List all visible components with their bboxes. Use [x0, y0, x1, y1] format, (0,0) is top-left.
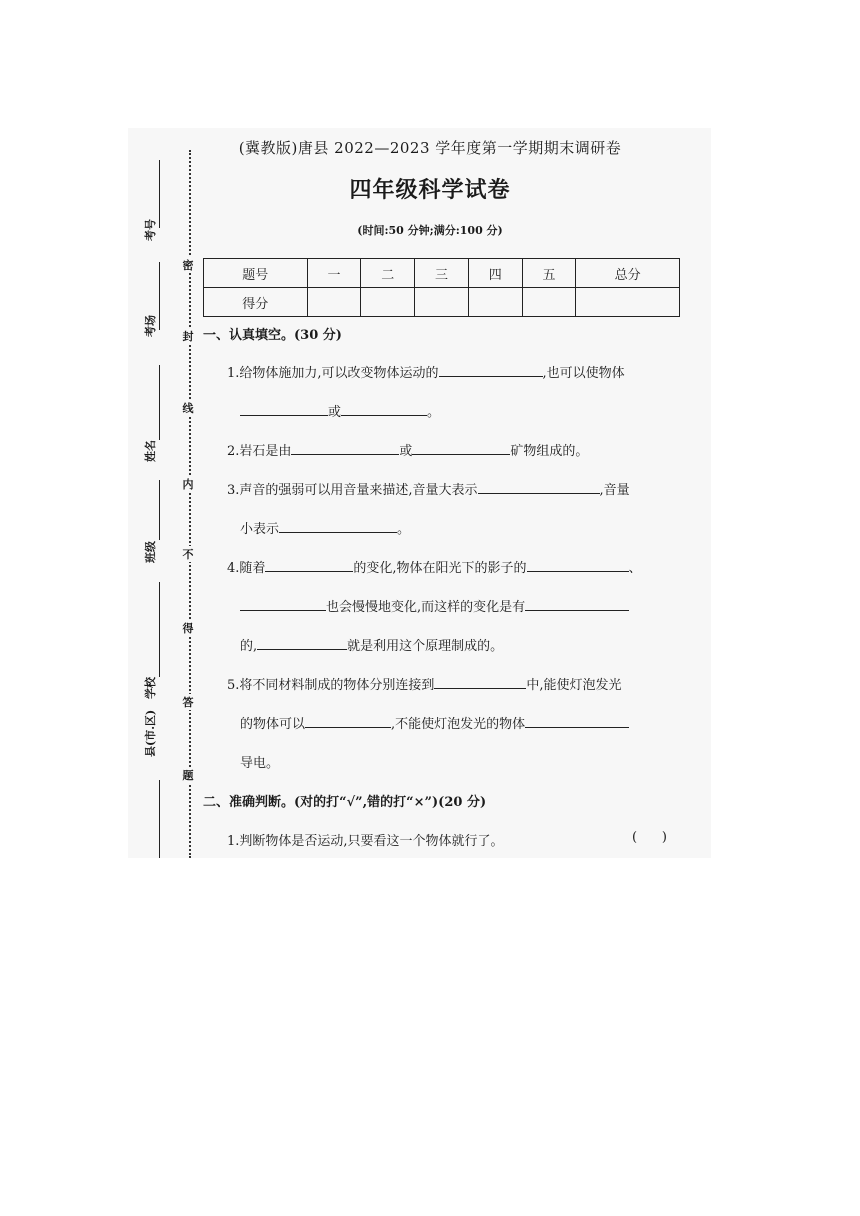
exam-title: 四年级科学试卷	[349, 178, 511, 203]
answer-blank[interactable]	[305, 715, 391, 728]
answer-parentheses[interactable]: ( )	[632, 830, 667, 845]
question-text: 、	[628, 561, 642, 576]
question-text: 3.声音的强弱可以用音量来描述,音量大表示	[227, 483, 478, 498]
answer-blank[interactable]	[478, 481, 600, 494]
table-row	[204, 259, 680, 288]
seal-char: 答	[182, 696, 194, 709]
field-exam-room: 考场	[144, 315, 157, 337]
row-label-question: 题号	[204, 259, 308, 288]
seal-char: 线	[182, 402, 194, 415]
question-text: 5.将不同材料制成的物体分别连接到	[227, 678, 435, 693]
score-cell[interactable]	[361, 288, 415, 317]
question-text: ,也可以使物体	[542, 366, 625, 381]
question-text: 就是利用这个原理制成的。	[347, 639, 504, 654]
column-header: 四	[468, 259, 522, 288]
answer-blank[interactable]	[257, 637, 347, 650]
row-label-score: 得分	[204, 288, 308, 317]
column-header: 一	[307, 259, 361, 288]
seal-char: 题	[182, 769, 194, 782]
question-text: 的,	[240, 639, 258, 654]
question-text: 或	[328, 405, 342, 420]
county-line	[159, 780, 160, 858]
question-text: 矿物组成的。	[510, 444, 589, 459]
section-heading: 一、认真填空。(30 分)	[203, 328, 342, 343]
answer-blank[interactable]	[279, 520, 397, 533]
school-line	[159, 582, 160, 677]
exam-supertitle: (冀教版)唐县 2022—2023 学年度第一学期期末调研卷	[238, 139, 622, 157]
question-text: 或	[399, 444, 413, 459]
seal-char: 不	[182, 548, 194, 561]
question-1-line-1	[227, 362, 625, 381]
question-text: 中,能使灯泡发光	[526, 678, 622, 693]
question-text: 的物体可以	[240, 717, 306, 732]
question-text: 2.岩石是由	[227, 444, 292, 459]
answer-blank[interactable]	[412, 442, 510, 455]
name-line	[159, 365, 160, 440]
column-header: 三	[415, 259, 469, 288]
question-text: ,不能使灯泡发光的物体	[391, 717, 526, 732]
question-text: ,音量	[599, 483, 630, 498]
seal-char: 内	[182, 478, 194, 491]
field-county	[142, 743, 158, 757]
section-heading: 二、准确判断。(对的打“√”,错的打“×”)(20 分)	[203, 795, 487, 810]
score-cell[interactable]	[522, 288, 576, 317]
question-5-line-1	[227, 674, 622, 693]
seal-char: 封	[182, 330, 194, 343]
column-header: 二	[361, 259, 415, 288]
answer-blank[interactable]	[240, 403, 328, 416]
answer-blank[interactable]	[525, 598, 629, 611]
column-header: 总分	[576, 259, 680, 288]
column-header: 五	[522, 259, 576, 288]
judgement-question-1: 1.判断物体是否运动,只要看这一个物体就行了。	[227, 834, 504, 849]
question-1-line-2	[240, 401, 440, 420]
answer-blank[interactable]	[527, 559, 629, 572]
score-cell[interactable]	[307, 288, 361, 317]
class-line	[159, 480, 160, 540]
question-2	[227, 440, 588, 459]
answer-blank[interactable]	[265, 559, 353, 572]
question-text: 1.给物体施加力,可以改变物体运动的	[227, 366, 439, 381]
question-3-line-2	[240, 518, 410, 537]
score-cell[interactable]	[576, 288, 680, 317]
question-3-line-1	[227, 479, 630, 498]
score-cell[interactable]	[468, 288, 522, 317]
field-exam-number: 考号	[144, 219, 157, 241]
question-4-line-1	[227, 557, 642, 576]
question-text: 也会慢慢地变化,而这样的变化是有	[326, 600, 526, 615]
question-text: 。	[427, 405, 441, 420]
seal-char: 密	[182, 259, 194, 272]
score-cell[interactable]	[415, 288, 469, 317]
answer-blank[interactable]	[525, 715, 629, 728]
answer-blank[interactable]	[240, 598, 326, 611]
exam-room-line	[159, 262, 160, 330]
question-5-line-3	[240, 752, 279, 771]
question-text: 4.随着	[227, 561, 266, 576]
question-text: 。	[397, 522, 411, 537]
answer-blank[interactable]	[291, 442, 399, 455]
answer-blank[interactable]	[341, 403, 427, 416]
question-5-line-2	[240, 713, 629, 732]
question-text: 小表示	[240, 522, 280, 537]
field-name: 姓名	[144, 440, 157, 462]
question-text: 的变化,物体在阳光下的影子的	[353, 561, 527, 576]
answer-blank[interactable]	[434, 676, 526, 689]
question-4-line-2	[240, 596, 629, 615]
exam-subtitle: (时间:50 分钟;满分:100 分)	[357, 224, 503, 237]
score-table	[203, 258, 680, 317]
question-4-line-3	[240, 635, 503, 654]
field-school: 学校	[144, 677, 157, 699]
question-text: 导电。	[240, 756, 280, 771]
seal-char: 得	[182, 622, 194, 635]
field-class: 班级	[144, 541, 157, 563]
table-row	[204, 288, 680, 317]
answer-blank[interactable]	[439, 364, 543, 377]
